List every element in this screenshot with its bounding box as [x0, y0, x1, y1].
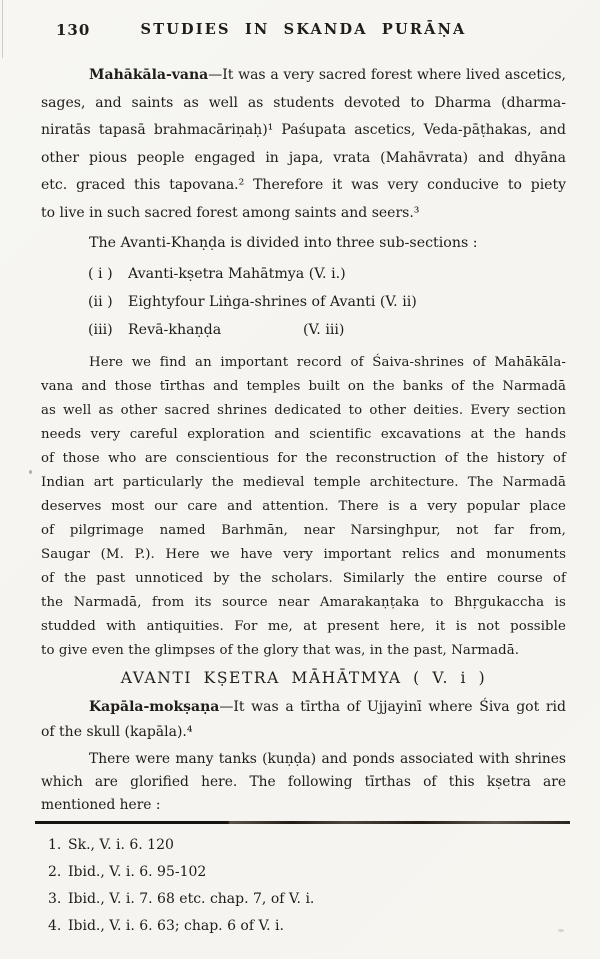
text-line: niratās tapasā brahmacāriṇaḥ)¹ Paśupata ascetics, Veda-pāṭhakas, and: [41, 122, 566, 138]
paragraph-kapala-moksana: [41, 695, 566, 745]
footnote-number: 4.: [48, 917, 62, 934]
text-line: as well as other sacred shrines dedicated to other deities. Every section: [41, 403, 566, 418]
footnote-rule: [35, 821, 570, 824]
footnote-item: [41, 832, 566, 859]
footnote-text: Sk., V. i. 6. 120: [68, 836, 174, 853]
list-item-text: Eightyfour Liṅga-shrines of Avanti (V. ii): [128, 294, 417, 310]
text-line: vana and those tīrthas and temples built on the banks of the Narmadā: [41, 379, 566, 394]
text-line: etc. graced this tapovana.² Therefore it was very conducive to piety: [41, 177, 566, 193]
text-line: of those who are conscientious for the reconstruction of the history of: [41, 451, 566, 466]
list-item: [41, 260, 566, 288]
list-item-marker: (iii): [88, 322, 113, 338]
text-line: other pious people engaged in japa, vrata (Mahāvrata) and dhyāna: [41, 149, 566, 166]
scan-artifact-speck: [29, 470, 32, 474]
text-line: sages, and saints as well as students devoted to Dharma (dharma-: [41, 94, 566, 111]
text-line: Here we find an important record of Śaiva-shrines of Mahākāla-: [89, 355, 566, 370]
text-line: to give even the glimpses of the glory that was, in the past, Narmadā.: [41, 643, 520, 658]
text-line: which are glorified here. The following tīrthas of this kṣetra are: [41, 774, 566, 790]
list-item-marker: ( i ): [88, 266, 113, 282]
footnote-item: [41, 859, 566, 886]
list-item: [41, 316, 566, 344]
text-line: There were many tanks (kuṇḍa) and ponds associated with shrines: [89, 751, 566, 767]
footnote-number: 1.: [48, 836, 62, 853]
footnote-item: [41, 913, 566, 940]
footnote-item: [41, 886, 566, 913]
list-item-marker: (ii ): [88, 294, 113, 310]
page-header: [41, 0, 566, 41]
text-line: deserves most our care and attention. There is a very popular place: [41, 499, 566, 514]
scan-artifact-line: [2, 0, 3, 58]
paragraph-mahakala-vana: [41, 62, 566, 227]
text-line: Saugar (M. P.). Here we have very important relics and monuments: [41, 547, 566, 562]
text-line: of pilgrimage named Barhmān, near Narsinghpur, not far from,: [41, 523, 566, 538]
scan-artifact-speck: [558, 929, 564, 932]
footnote-number: 2.: [48, 863, 62, 880]
text-line: of the skull (kapāla).⁴: [41, 724, 193, 740]
page-content: [41, 62, 566, 817]
page-number: 130: [56, 21, 91, 39]
text-line: Kapāla-mokṣaṇa—It was a tīrtha of Ujjayinī where Śiva got rid: [89, 699, 566, 715]
paragraph-saiva-shrines: [41, 351, 566, 663]
text-line: Indian art particularly the medieval temple architecture. The Narmadā: [41, 475, 566, 490]
footnote-text: Ibid., V. i. 7. 68 etc. chap. 7, of V. i.: [68, 890, 315, 907]
text-line: The Avanti-Khaṇḍa is divided into three sub-sections :: [89, 235, 478, 251]
text-line: needs very careful exploration and scientific excavations at the hands: [41, 427, 566, 442]
footnote-text: Ibid., V. i. 6. 95-102: [68, 863, 207, 880]
text-line: mentioned here :: [41, 797, 161, 813]
text-line: the Narmadā, from its source near Amarakaṇṭaka to Bhṛgukaccha is: [41, 595, 566, 610]
subsection-list: [41, 260, 566, 344]
book-title: STUDIES IN SKANDA PURĀṆA: [140, 21, 467, 38]
footnotes: [41, 832, 566, 940]
list-item-ref: (V. iii): [303, 322, 345, 338]
bold-lead-term: Kapāla-mokṣaṇa: [89, 699, 220, 715]
text-line: Mahākāla-vana—It was a very sacred forest where lived ascetics,: [89, 67, 566, 83]
list-item-text: Avanti-kṣetra Mahātmya (V. i.): [128, 266, 346, 282]
text-line: to live in such sacred forest among saints and seers.³: [41, 204, 420, 221]
list-item: [41, 288, 566, 316]
text-line: of the past unnoticed by the scholars. Similarly the entire course of: [41, 571, 566, 586]
paragraph-avanti-khanda-intro: [41, 229, 566, 257]
text-line: studded with antiquities. For me, at present here, it is not possible: [41, 619, 566, 634]
section-heading-avanti-ksetra: AVANTI KṢETRA MĀHĀTMYA ( V. i ): [120, 669, 487, 687]
footnote-number: 3.: [48, 890, 62, 907]
bold-lead-term: Mahākāla-vana: [89, 67, 209, 83]
list-item-text: Revā-khaṇḍa: [128, 322, 222, 338]
paragraph-tanks-and-ponds: [41, 748, 566, 817]
footnote-text: Ibid., V. i. 6. 63; chap. 6 of V. i.: [68, 917, 284, 934]
